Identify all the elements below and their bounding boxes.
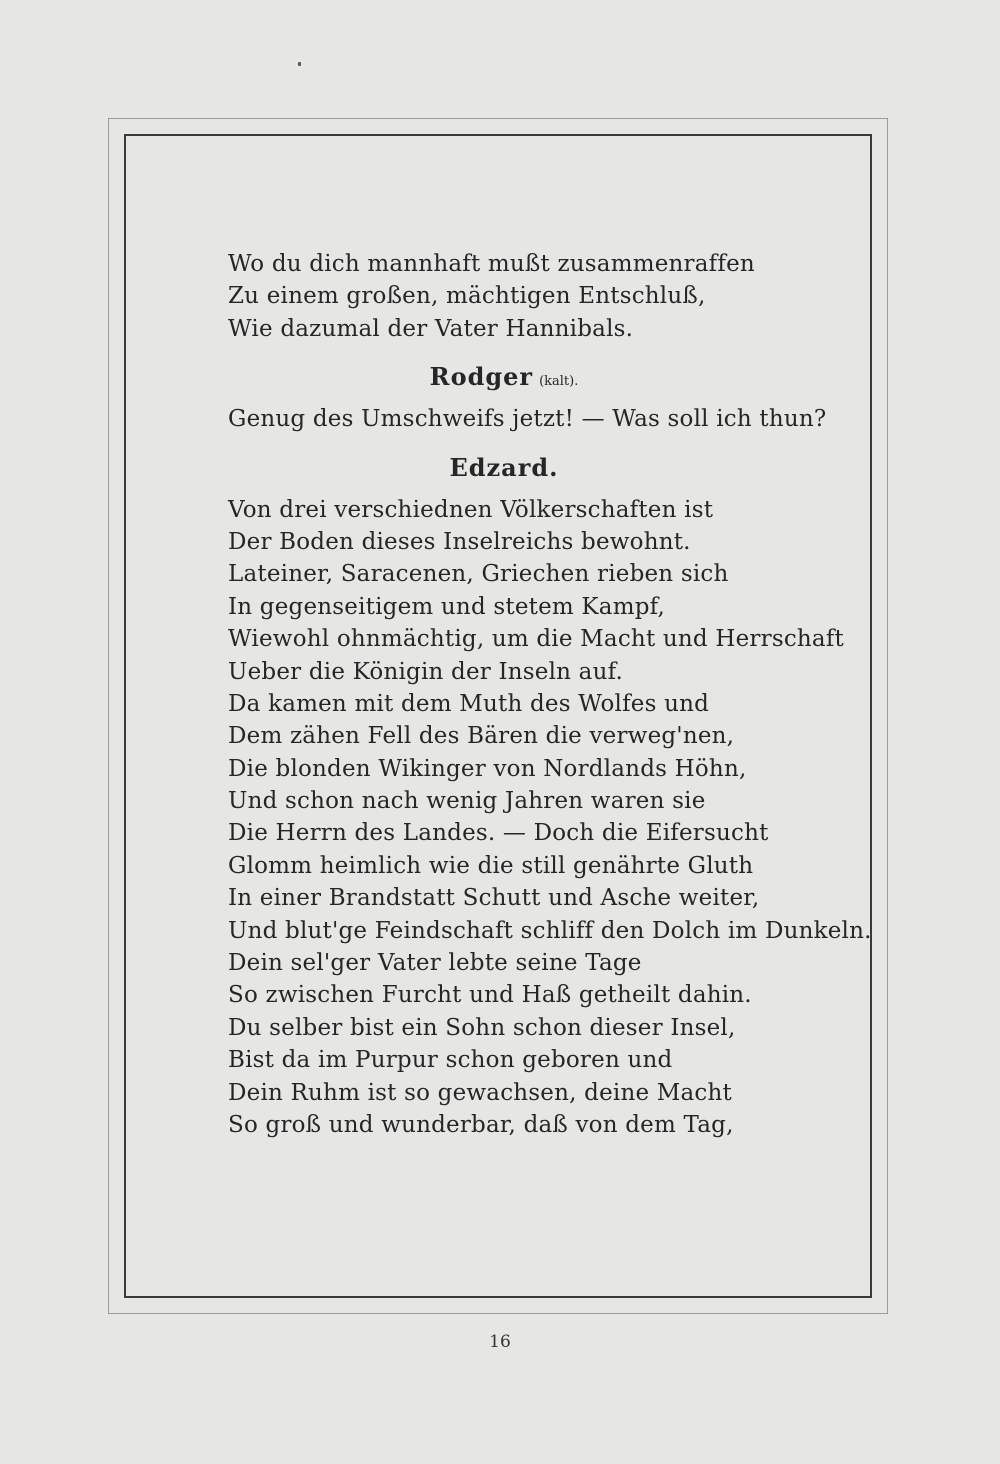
- verse-line: Und schon nach wenig Jahren waren sie: [228, 788, 706, 815]
- text-block: [228, 248, 872, 1141]
- verse-line: Genug des Umschweifs jetzt! — Was soll ich thun?: [228, 406, 827, 433]
- verse-line: Wo du dich mannhaft mußt zusammenraffen: [228, 251, 755, 277]
- page-number: 16: [489, 1332, 511, 1352]
- verse-line: Und blut'ge Feindschaft schliff den Dolch im Dunkeln.: [228, 917, 872, 944]
- verse-block-1: [228, 248, 848, 345]
- verse-line: Lateiner, Saracenen, Griechen rieben sich: [228, 561, 729, 588]
- verse-line: Der Boden dieses Inselreichs bewohnt.: [228, 528, 691, 555]
- verse-line: Dem zähen Fell des Bären die verweg'nen,: [228, 723, 735, 750]
- stage-direction: (kalt).: [539, 374, 579, 390]
- verse-line: Dein Ruhm ist so gewachsen, deine Macht: [228, 1079, 732, 1106]
- verse-line: Zu einem großen, mächtigen Entschluß,: [228, 283, 706, 310]
- verse-line: So groß und wunderbar, daß von dem Tag,: [228, 1111, 734, 1138]
- verse-line: Da kamen mit dem Muth des Wolfes und: [228, 690, 710, 717]
- verse-block-2: [228, 403, 848, 435]
- verse-line: Bist da im Purpur schon geboren und: [228, 1047, 673, 1074]
- verse-line: In gegenseitigem und stetem Kampf,: [228, 593, 666, 620]
- verse-line: Glomm heimlich wie die still genährte Gluth: [228, 852, 754, 879]
- verse-line: Du selber bist ein Sohn schon dieser Insel,: [228, 1014, 736, 1041]
- speaker-heading-rodger: [228, 355, 780, 399]
- verse-line: Von drei verschiednen Völkerschaften ist: [228, 496, 714, 523]
- verse-block-3: [228, 494, 872, 1142]
- speaker-name: Rodger: [429, 362, 534, 392]
- verse-line: In einer Brandstatt Schutt und Asche weiter,: [228, 885, 760, 912]
- speaker-heading-edzard: [228, 446, 780, 490]
- verse-line: Wie dazumal der Vater Hannibals.: [228, 315, 634, 342]
- verse-line: Dein sel'ger Vater lebte seine Tage: [228, 950, 642, 977]
- verse-line: Wiewohl ohnmächtig, um die Macht und Herrschaft: [228, 626, 844, 653]
- ink-speck: [298, 62, 301, 66]
- verse-line: Die blonden Wikinger von Nordlands Höhn,: [228, 755, 747, 782]
- verse-line: Die Herrn des Landes. — Doch die Eifersucht: [228, 820, 769, 847]
- speaker-name: Edzard.: [449, 452, 559, 482]
- verse-line: Ueber die Königin der Inseln auf.: [228, 658, 623, 685]
- verse-line: So zwischen Furcht und Haß getheilt dahin.: [228, 982, 752, 1009]
